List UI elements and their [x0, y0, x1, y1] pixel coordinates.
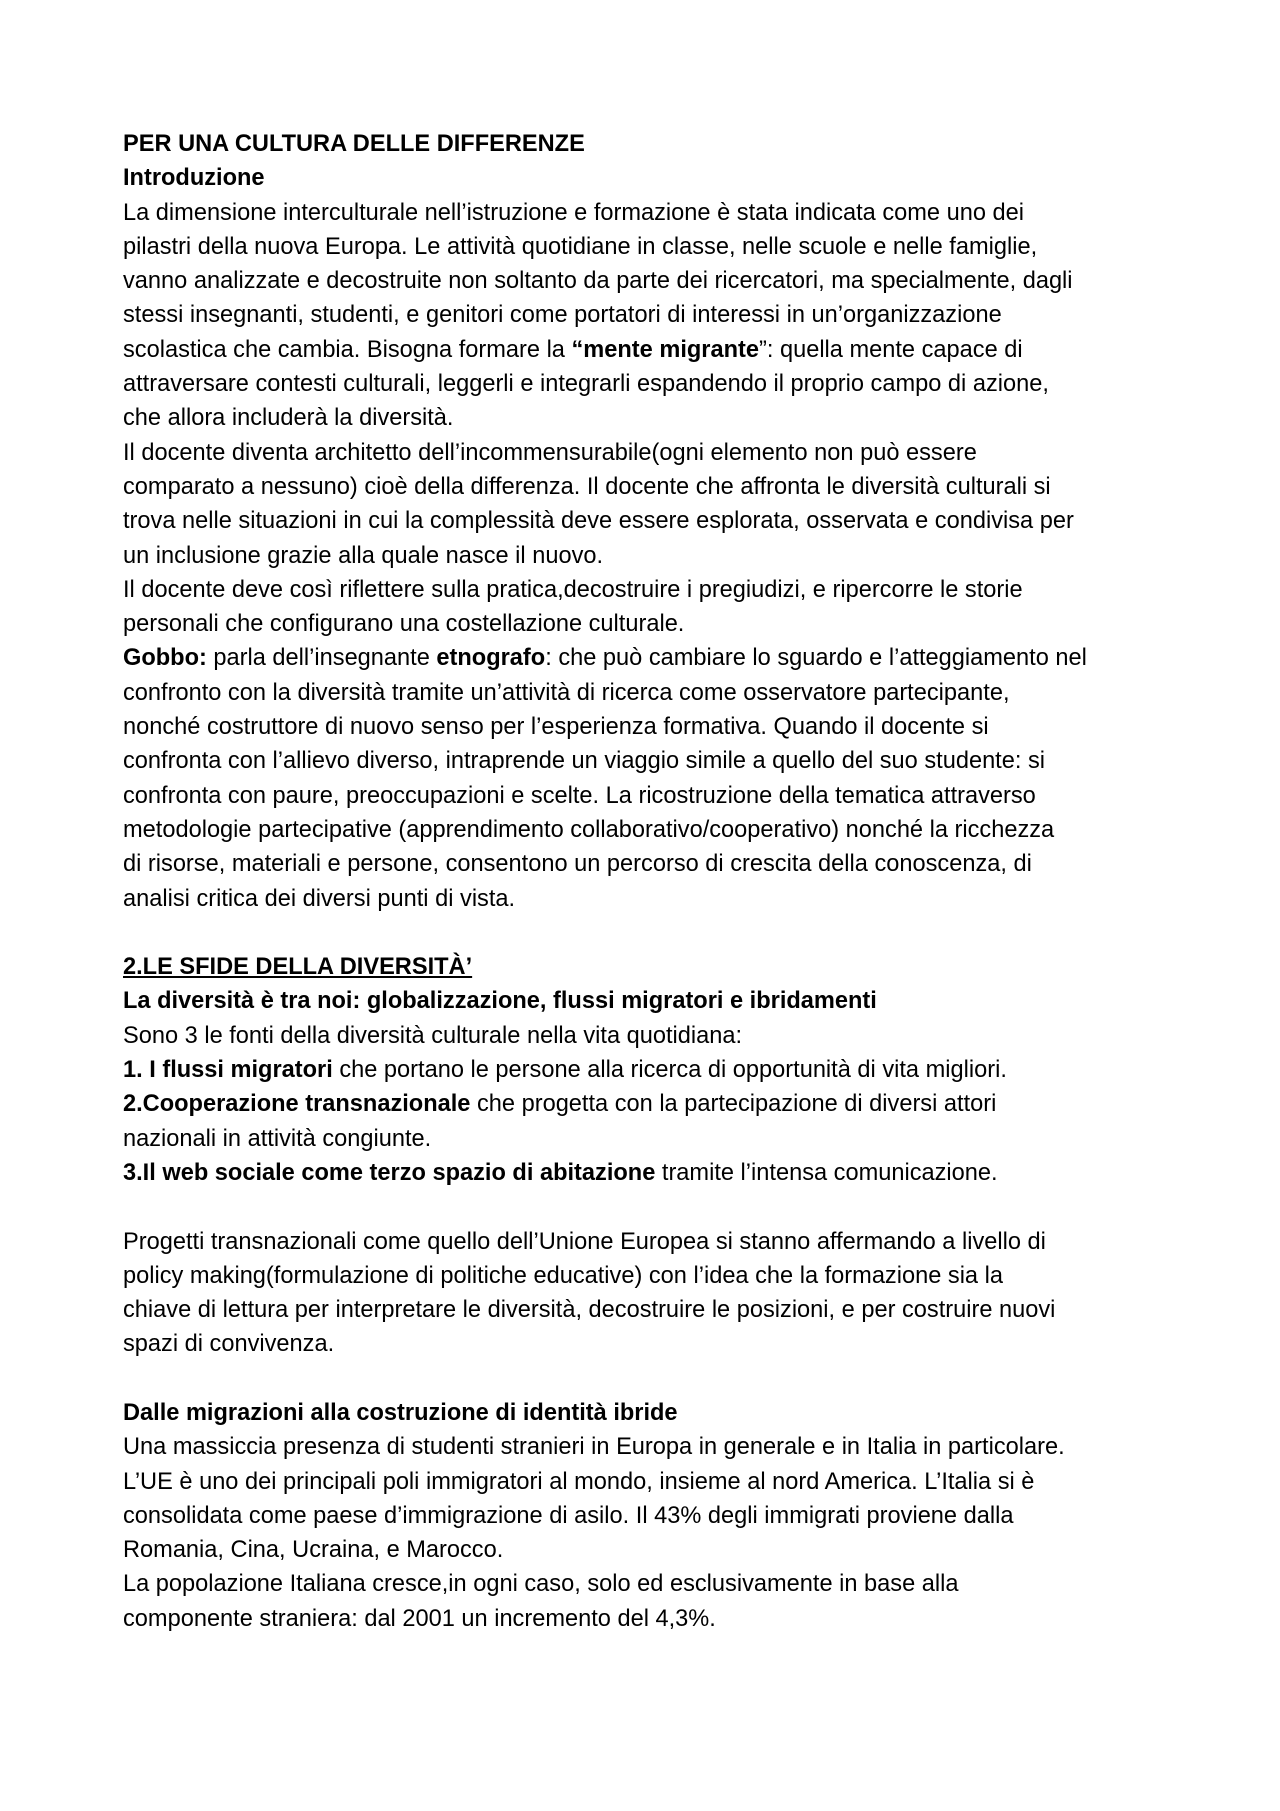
- text-line: vanno analizzate e decostruite non soltanto da parte dei ricercatori, ma specialmente, dagli: [123, 268, 1073, 295]
- blank-line: [123, 1190, 1183, 1224]
- text-line: personali che configurano una costellazione culturale.: [123, 611, 685, 638]
- text-line: comparato a nessuno) cioè della differenza. Il docente che affronta le diversità culturali si: [123, 473, 1051, 500]
- text-line: Il docente diventa architetto dell’incommensurabile(ogni elemento non può essere: [123, 439, 977, 466]
- text-line: spazi di convivenza.: [123, 1331, 335, 1358]
- text-line: Progetti transnazionali come quello dell’Unione Europea si stanno affermando a livello di: [123, 1228, 1046, 1255]
- text-line: confronto con la diversità tramite un’attività di ricerca come osservatore partecipante,: [123, 679, 1010, 706]
- text-line: La popolazione Italiana cresce,in ogni caso, solo ed esclusivamente in base alla: [123, 1571, 959, 1598]
- section3-heading: Dalle migrazioni alla costruzione di identità ibride: [123, 1399, 678, 1426]
- text-line: pilastri della nuova Europa. Le attività quotidiane in classe, nelle scuole e nelle famiglie,: [123, 233, 1038, 260]
- blank-line: [123, 1362, 1183, 1396]
- section2-subheading: La diversità è tra noi: globalizzazione, flussi migratori e ibridamenti: [123, 988, 877, 1015]
- text-line: stessi insegnanti, studenti, e genitori come portatori di interessi in un’organizzazione: [123, 302, 1002, 329]
- text-line: Gobbo: parla dell’insegnante etnografo: che può cambiare lo sguardo e l’atteggiamento nel: [123, 645, 1087, 672]
- list-item: 3.Il web sociale come terzo spazio di abitazione tramite l’intensa comunicazione.: [123, 1159, 998, 1186]
- text-line: attraversare contesti culturali, leggerli e integrarli espandendo il proprio campo di azione,: [123, 371, 1049, 398]
- section2-heading: 2.LE SFIDE DELLA DIVERSITÀ’: [123, 954, 473, 981]
- text-line: Romania, Cina, Ucraina, e Marocco.: [123, 1537, 504, 1564]
- text-line: scolastica che cambia. Bisogna formare la “mente migrante”: quella mente capace di: [123, 336, 1023, 363]
- text-line: componente straniera: dal 2001 un incremento del 4,3%.: [123, 1605, 716, 1632]
- text-line: nazionali in attività congiunte.: [123, 1125, 432, 1152]
- text-line: policy making(formulazione di politiche educative) con l’idea che la formazione sia la: [123, 1262, 1003, 1289]
- text-line: di risorse, materiali e persone, consentono un percorso di crescita della conoscenza, di: [123, 851, 1032, 878]
- text-line: nonché costruttore di nuovo senso per l’esperienza formativa. Quando il docente si: [123, 714, 989, 741]
- text-line: La dimensione interculturale nell’istruzione e formazione è stata indicata come uno dei: [123, 199, 1025, 226]
- text-line: metodologie partecipative (apprendimento collaborativo/cooperativo) nonché la ricchezza: [123, 816, 1055, 843]
- text-line: confronta con l’allievo diverso, intraprende un viaggio simile a quello del suo studente: si: [123, 748, 1046, 775]
- text-line: che allora includerà la diversità.: [123, 405, 454, 432]
- text-line: trova nelle situazioni in cui la complessità deve essere esplorata, osservata e condivisa per: [123, 508, 1074, 535]
- text-line: analisi critica dei diversi punti di vista.: [123, 885, 516, 912]
- list-item: 2.Cooperazione transnazionale che progetta con la partecipazione di diversi attori: [123, 1091, 997, 1118]
- text-line: un inclusione grazie alla quale nasce il nuovo.: [123, 542, 604, 569]
- term-etnografo: etnografo: [436, 645, 546, 672]
- text-line: Il docente deve così riflettere sulla pratica,decostruire i pregiudizi, e ripercorre le storie: [123, 576, 1023, 603]
- list-item: 1. I flussi migratori che portano le persone alla ricerca di opportunità di vita migliori.: [123, 1057, 1007, 1084]
- intro-heading: Introduzione: [123, 165, 265, 192]
- text-line: chiave di lettura per interpretare le diversità, decostruire le posizioni, e per costruire nuovi: [123, 1297, 1056, 1324]
- document-page: [123, 127, 1183, 1636]
- blank-line: [123, 916, 1183, 950]
- text-line: consolidata come paese d’immigrazione di asilo. Il 43% degli immigrati proviene dalla: [123, 1502, 1014, 1529]
- term-mente-migrante: “mente migrante: [571, 336, 759, 363]
- text-line: Una massiccia presenza di studenti stranieri in Europa in generale e in Italia in particolare.: [123, 1434, 1065, 1461]
- document-title: PER UNA CULTURA DELLE DIFFERENZE: [123, 131, 585, 157]
- text-line: Sono 3 le fonti della diversità culturale nella vita quotidiana:: [123, 1022, 743, 1049]
- text-line: L’UE è uno dei principali poli immigratori al mondo, insieme al nord America. L’Italia si è: [123, 1468, 1035, 1495]
- text-line: confronta con paure, preoccupazioni e scelte. La ricostruzione della tematica attraverso: [123, 782, 1036, 809]
- term-gobbo: Gobbo:: [123, 645, 207, 672]
